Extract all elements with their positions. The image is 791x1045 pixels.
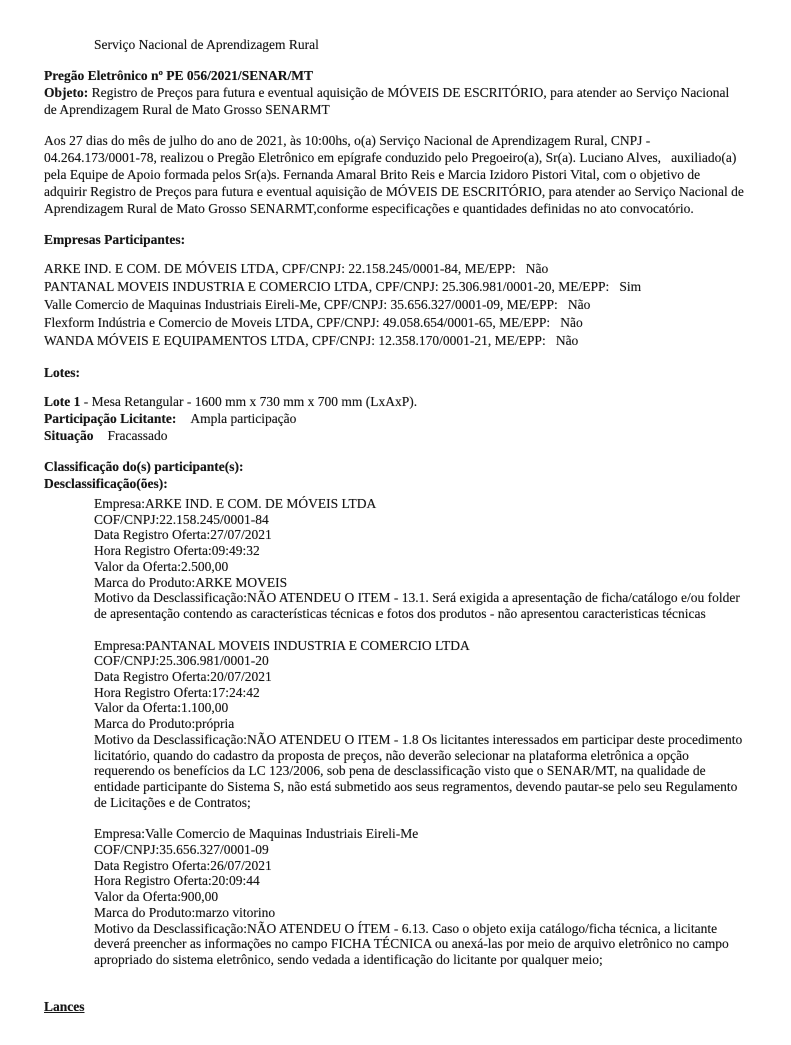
lote-description: - Mesa Retangular - 1600 mm x 730 mm x 700 mm (LxAxP). [80, 394, 418, 409]
lote-title-line [44, 393, 745, 410]
objeto-line [44, 84, 745, 118]
marca-produto-line: Marca do Produto:ARKE MOVEIS [94, 574, 288, 590]
desclassificacao-block [94, 638, 745, 811]
hora-registro-line: Hora Registro Oferta:20:09:44 [94, 873, 260, 889]
empresas-participantes-heading: Empresas Participantes: [44, 232, 186, 247]
empresa-line: ARKE IND. E COM. DE MÓVEIS LTDA, CPF/CNPJ: 22.158.245/0001-84, ME/EPP: Não [44, 261, 549, 276]
pregao-number-title: Pregão Eletrônico nº PE 056/2021/SENAR/MT [44, 68, 313, 83]
situacao-label: Situação [44, 428, 94, 443]
situacao-value: Fracassado [107, 428, 168, 443]
valor-oferta-line: Valor da Oferta:900,00 [94, 889, 219, 905]
participacao-line [44, 410, 745, 427]
participacao-label: Participação Licitante: [44, 411, 177, 426]
cnpj-field-line: COF/CNPJ:22.158.245/0001-84 [94, 511, 269, 527]
empresa-line: Valle Comercio de Maquinas Industriais Eireli-Me, CPF/CNPJ: 35.656.327/0001-09, ME/EPP: Não [44, 297, 591, 312]
empresa-field-line: Empresa:Valle Comercio de Maquinas Industriais Eireli-Me [94, 826, 419, 842]
participacao-value: Ampla participação [190, 411, 297, 426]
motivo-desclassificacao-line: Motivo da Desclassificação:NÃO ATENDEU O ITEM - 13.1. Será exigida a apresentação de ficha/catálogo e/ou folder de apresentação contendo as características técnicas e fotos dos produtos - não apresentou caracteristicas técnicas [94, 590, 744, 621]
desclassificacao-block [94, 826, 745, 967]
objeto-label: Objeto: [44, 85, 89, 100]
valor-oferta-line: Valor da Oferta:1.100,00 [94, 700, 229, 716]
valor-oferta-line: Valor da Oferta:2.500,00 [94, 558, 229, 574]
motivo-desclassificacao-line: Motivo da Desclassificação:NÃO ATENDEU O ITEM - 1.8 Os licitantes interessados em participar deste procedimento licitatório, quando do cadastro da proposta de preços, não deverão selecionar na plataforma eletrônica a opção requerendo os benefícios da LC 123/2006, sob pena de desclassificação visto que o SENAR/MT, na qualidade de entidade participante do Sistema S, não está submetido aos seus regramentos, devendo pautar-se pelo seu Regulamento de Licitações e de Contratos; [94, 731, 746, 810]
cnpj-field-line: COF/CNPJ:25.306.981/0001-20 [94, 653, 269, 669]
data-registro-line: Data Registro Oferta:26/07/2021 [94, 857, 272, 873]
lances-heading: Lances [44, 998, 85, 1014]
data-registro-line: Data Registro Oferta:20/07/2021 [94, 669, 272, 685]
hora-registro-line: Hora Registro Oferta:17:24:42 [94, 684, 260, 700]
empresa-field-line: Empresa:PANTANAL MOVEIS INDUSTRIA E COMERCIO LTDA [94, 637, 470, 653]
empresas-list [44, 260, 745, 350]
situacao-line [44, 427, 745, 444]
motivo-desclassificacao-line: Motivo da Desclassificação:NÃO ATENDEU O ÍTEM - 6.13. Caso o objeto exija catálogo/ficha técnica, a licitante deverá preencher as informações no campo FICHA TÉCNICA ou anexá-las por meio de arquivo eletrônico no campo apropriado do sistema eletrônico, sendo vedada a identificação do licitante por qualquer meio; [94, 920, 733, 967]
cnpj-field-line: COF/CNPJ:35.656.327/0001-09 [94, 842, 269, 858]
data-registro-line: Data Registro Oferta:27/07/2021 [94, 527, 272, 543]
lotes-heading: Lotes: [44, 365, 80, 380]
marca-produto-line: Marca do Produto:marzo vitorino [94, 904, 276, 920]
objeto-text: Registro de Preços para futura e eventual aquisição de MÓVEIS DE ESCRITÓRIO, para atender ao Serviço Nacional de Aprendizagem Rural de Mato Grosso SENARMT [44, 85, 733, 117]
empresa-line: WANDA MÓVEIS E EQUIPAMENTOS LTDA, CPF/CNPJ: 12.358.170/0001-21, ME/EPP: Não [44, 333, 579, 348]
desclassificacao-block [94, 496, 745, 622]
marca-produto-line: Marca do Produto:própria [94, 716, 235, 732]
empresa-line: Flexform Indústria e Comercio de Moveis LTDA, CPF/CNPJ: 49.058.654/0001-65, ME/EPP: Não [44, 315, 583, 330]
empresa-line: PANTANAL MOVEIS INDUSTRIA E COMERCIO LTDA, CPF/CNPJ: 25.306.981/0001-20, ME/EPP: Sim [44, 279, 642, 294]
lote-section [44, 393, 745, 444]
classificacao-heading: Classificação do(s) participante(s): [44, 459, 244, 474]
desclassificacao-heading: Desclassificação(ões): [44, 476, 168, 491]
hora-registro-line: Hora Registro Oferta:09:49:32 [94, 543, 260, 559]
org-name-line: Serviço Nacional de Aprendizagem Rural [94, 37, 319, 52]
lote-label: Lote 1 [44, 394, 81, 409]
empresa-field-line: Empresa:ARKE IND. E COM. DE MÓVEIS LTDA [94, 496, 377, 511]
intro-paragraph: Aos 27 dias do mês de julho do ano de 2021, às 10:00hs, o(a) Serviço Nacional de Aprendizagem Rural, CNPJ - 04.264.173/0001-78, realizou o Pregão Eletrônico em epígrafe conduzido pelo Pregoeiro(a), Sr(a). Luciano Alves, auxiliado(a) pela Equipe de Apoio formada pelos Sr(a)s. Fernanda Amaral Brito Reis e Marcia Izidoro Pistori Vital, com o objetivo de adquirir Registro de Preços para futura e eventual aquisição de MÓVEIS DE ESCRITÓRIO, para atender ao Serviço Nacional de Aprendizagem Rural de Mato Grosso SENARMT,conforme especificações e quantidades definidas no ato convocatório. [44, 133, 747, 216]
